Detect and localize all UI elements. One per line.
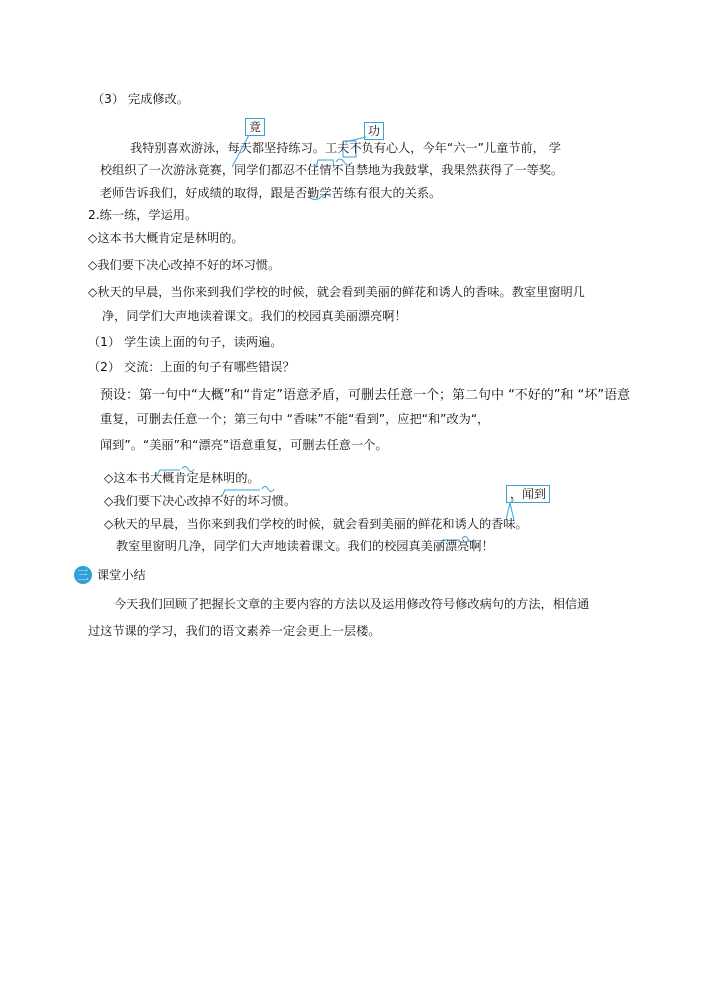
passage-line-2: 校组织了一次游泳竟赛，同学们都忍不住情不自禁地为我鼓掌，我果然获得了一等奖。 xyxy=(100,163,564,177)
insert-wendao-box: ，闻到 xyxy=(506,485,550,503)
correction-jing-box: 竟 xyxy=(245,118,265,136)
summary-paragraph-1: 今天我们回顾了把握长文章的主要内容的方法以及运用修改符号修改病句的方法，相信通 xyxy=(114,597,590,611)
insertion-leader xyxy=(510,500,514,503)
practice-heading: 2.练一练，学运用。 xyxy=(88,208,198,222)
correction-gong-box: 功 xyxy=(364,122,384,140)
corrected-sentence-1: ◇这本书大概肯定是林明的。 xyxy=(104,471,260,485)
corrected-sentence-3a: ◇秋天的早晨，当你来到我们学校的时候，就会看到美丽的鲜花和诱人的香味。 xyxy=(104,517,528,531)
passage-line-3: 老师告诉我们，好成绩的取得，跟是否勤学苦练有很大的关系。 xyxy=(100,186,442,200)
task-2: （2） 交流：上面的句子有哪些错误？ xyxy=(88,360,295,374)
corrected-sentence-2: ◇我们要下决心改掉不好的坏习惯。 xyxy=(104,494,297,508)
summary-title: 课堂小结 xyxy=(97,568,146,582)
passage-line-1: 我特别喜欢游泳，每天都坚持练习。工夫不负有心人，今年“六一”儿童节前， 学 xyxy=(130,141,561,155)
summary-paragraph-2: 过这节课的学习，我们的语文素养一定会更上一层楼。 xyxy=(88,624,381,638)
practice-sentence-2: ◇我们要下决心改掉不好的坏习惯。 xyxy=(88,258,281,272)
corrected-sentence-3b: 教室里窗明几净，同学们大声地读着课文。我们的校园真美丽漂亮啊！ xyxy=(116,539,494,553)
practice-sentence-3b: 净，同学们大声地读着课文。我们的校园真美丽漂亮啊！ xyxy=(102,309,407,323)
practice-sentence-1: ◇这本书大概肯定是林明的。 xyxy=(88,231,244,245)
preset-line-3: 闻到”。“美丽”和“漂亮”语意重复，可删去任意一个。 xyxy=(100,438,388,452)
preset-line-1: 预设：第一句中“大概”和“肯定”语意矛盾，可删去任意一个；第二句中 “不好的”和 “坏”语意 xyxy=(100,388,631,403)
section-badge: 三 xyxy=(74,566,92,584)
step-3-label: （3） 完成修改。 xyxy=(92,92,189,106)
task-1: （1） 学生读上面的句子，读两遍。 xyxy=(88,335,283,349)
preset-line-2: 重复，可删去任意一个；第三句中 “香味”不能“看到”，应把“和”改为“， xyxy=(100,412,490,426)
practice-sentence-3a: ◇秋天的早晨，当你来到我们学校的时候，就会看到美丽的鲜花和诱人的香味。教室里窗明几 xyxy=(88,285,585,299)
